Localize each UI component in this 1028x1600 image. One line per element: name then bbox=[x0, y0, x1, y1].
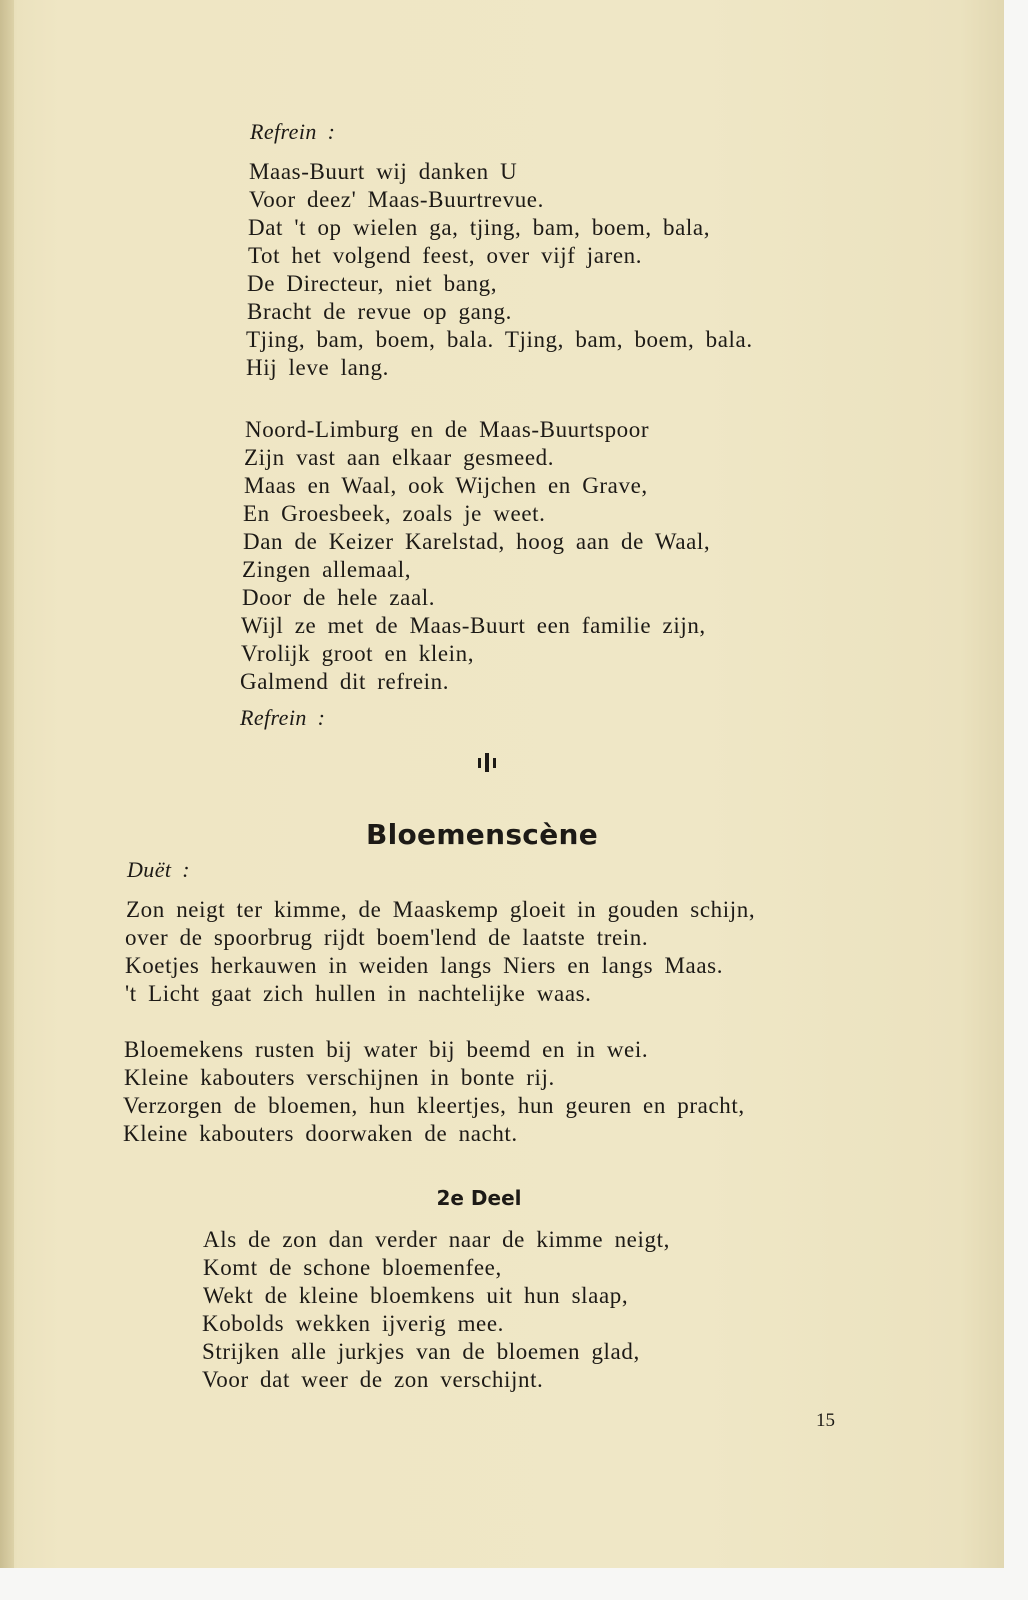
refrain-label-top: Refrein : bbox=[250, 119, 336, 144]
part2-line-4: Kobolds wekken ijverig mee. bbox=[202, 1311, 505, 1336]
part2-line-2: Komt de schone bloemenfee, bbox=[203, 1255, 502, 1280]
verse-middle-line-8: Wijl ze met de Maas-Buurt een familie zijn, bbox=[241, 613, 706, 638]
stanza1-line-4: 't Licht gaat zich hullen in nachtelijke waas. bbox=[125, 981, 592, 1006]
stanza2-line-1: Bloemekens rusten bij water bij beemd en in wei. bbox=[124, 1037, 649, 1062]
verse-top-line-3: Dat 't op wielen ga, tjing, bam, boem, bala, bbox=[248, 215, 711, 240]
bars-ornament-icon bbox=[475, 752, 499, 772]
verse-top-line-4: Tot het volgend feest, over vijf jaren. bbox=[248, 243, 643, 268]
stanza1-line-1: Zon neigt ter kimme, de Maaskemp gloeit in gouden schijn, bbox=[126, 897, 756, 922]
part2-title: 2e Deel bbox=[436, 1186, 522, 1210]
scan-margin-bottom bbox=[0, 1568, 1028, 1600]
verse-middle-line-1: Noord-Limburg en de Maas-Buurtspoor bbox=[245, 417, 650, 442]
refrain-label-middle: Refrein : bbox=[240, 705, 326, 730]
stanza1-line-2: over de spoorbrug rijdt boem'lend de laatste trein. bbox=[125, 925, 649, 950]
verse-middle-line-3: Maas en Waal, ook Wijchen en Grave, bbox=[244, 473, 648, 498]
verse-top-line-1: Maas-Buurt wij danken U bbox=[249, 159, 518, 184]
verse-middle-line-6: Zingen allemaal, bbox=[242, 557, 412, 582]
verse-middle-line-10: Galmend dit refrein. bbox=[240, 669, 450, 694]
part2-line-6: Voor dat weer de zon verschijnt. bbox=[202, 1367, 544, 1392]
verse-top-line-6: Bracht de revue op gang. bbox=[247, 299, 512, 324]
verse-middle-line-9: Vrolijk groot en klein, bbox=[241, 641, 475, 666]
part2-line-3: Wekt de kleine bloemkens uit hun slaap, bbox=[203, 1283, 629, 1308]
verse-middle-line-2: Zijn vast aan elkaar gesmeed. bbox=[244, 445, 555, 470]
duet-label: Duët : bbox=[127, 857, 190, 882]
part2-line-5: Strijken alle jurkjes van de bloemen glad, bbox=[202, 1339, 640, 1364]
stanza2-line-4: Kleine kabouters doorwaken de nacht. bbox=[123, 1121, 518, 1146]
scan-margin-right bbox=[1004, 0, 1028, 1600]
verse-middle-line-5: Dan de Keizer Karelstad, hoog aan de Waal, bbox=[243, 529, 711, 554]
stanza2-line-2: Kleine kabouters verschijnen in bonte rij. bbox=[124, 1065, 555, 1090]
verse-middle-line-7: Door de hele zaal. bbox=[242, 585, 436, 610]
verse-middle-line-4: En Groesbeek, zoals je weet. bbox=[243, 501, 546, 526]
stanza1-line-3: Koetjes herkauwen in weiden langs Niers en langs Maas. bbox=[125, 953, 724, 978]
verse-top-line-8: Hij leve lang. bbox=[246, 355, 389, 380]
verse-top-line-2: Voor deez' Maas-Buurtrevue. bbox=[249, 187, 544, 212]
scene-title: Bloemenscène bbox=[365, 818, 599, 851]
part2-line-1: Als de zon dan verder naar de kimme neigt, bbox=[203, 1227, 670, 1252]
page-spine-shadow bbox=[0, 0, 14, 1568]
verse-top-line-7: Tjing, bam, boem, bala. Tjing, bam, boem, bala. bbox=[246, 327, 753, 352]
page-number: 15 bbox=[816, 1410, 835, 1431]
stanza2-line-3: Verzorgen de bloemen, hun kleertjes, hun geuren en pracht, bbox=[123, 1093, 745, 1118]
verse-top-line-5: De Directeur, niet bang, bbox=[247, 271, 498, 296]
